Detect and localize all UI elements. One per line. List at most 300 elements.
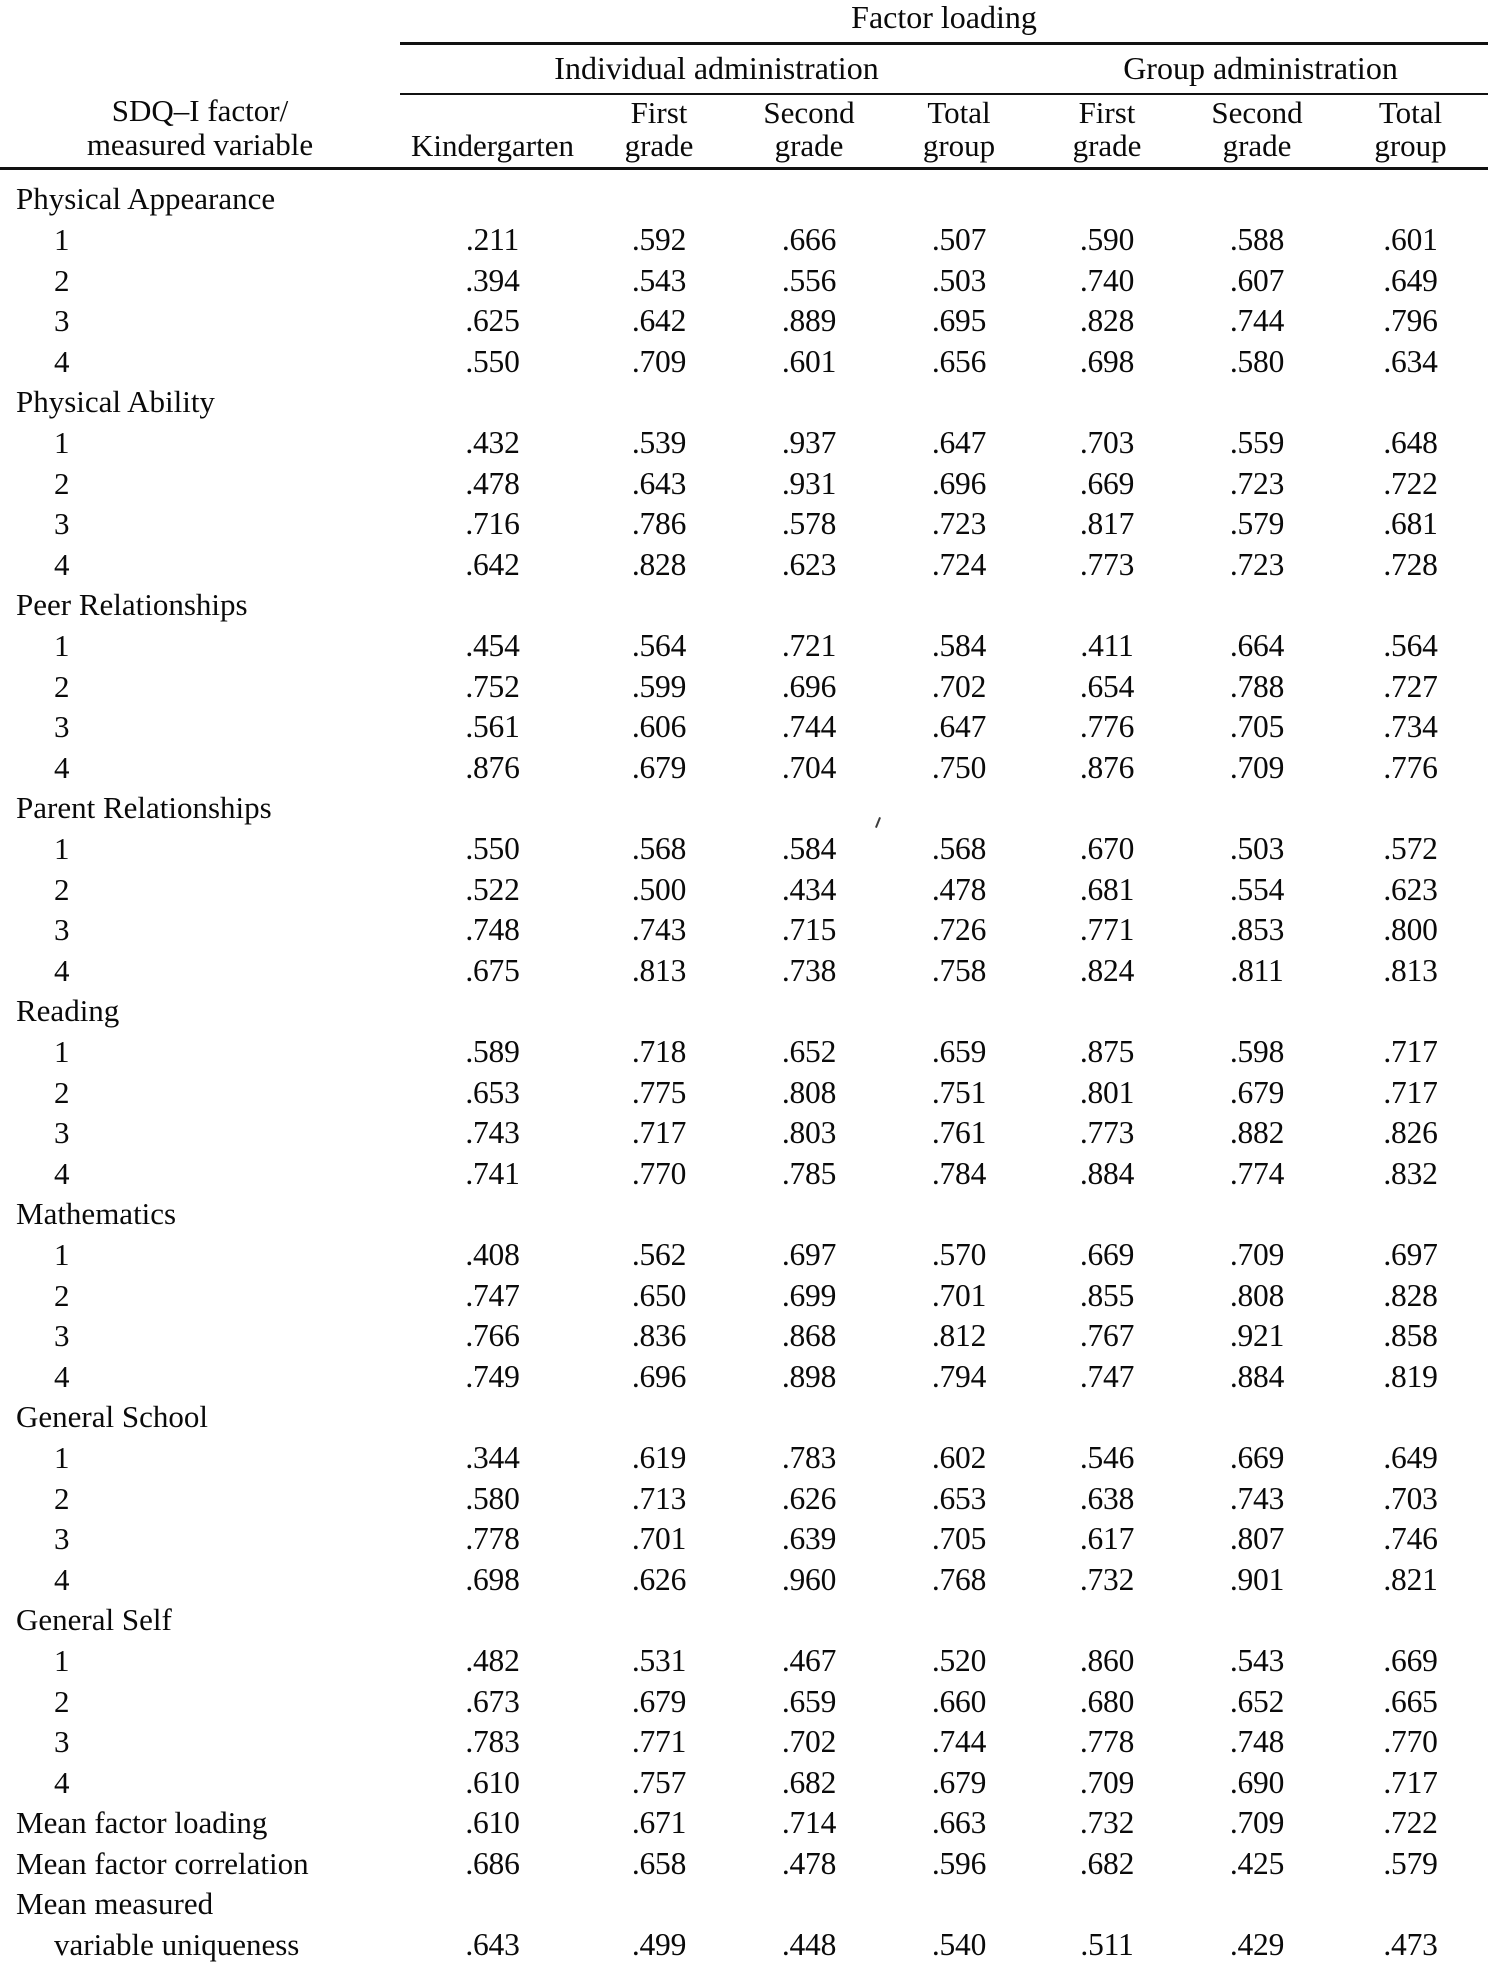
cell-value: .709 <box>1229 1805 1285 1841</box>
cell-value: .550 <box>465 831 520 867</box>
cell-empty <box>400 1198 585 1239</box>
cell-empty <box>1181 386 1333 427</box>
cell-empty <box>733 1401 885 1442</box>
table-row <box>0 1483 1488 1524</box>
cell-value: .467 <box>781 1643 837 1679</box>
cell-value: .703 <box>1383 1480 1438 1516</box>
cell-empty <box>585 1604 733 1645</box>
cell-value: .717 <box>1383 1764 1438 1800</box>
summary-row <box>0 1848 1488 1889</box>
cell-value: .648 <box>1383 425 1438 461</box>
cell-value: .503 <box>931 262 987 298</box>
cell-value: .478 <box>781 1845 837 1881</box>
cell-value: .813 <box>1383 952 1438 988</box>
cell-empty <box>1333 995 1488 1036</box>
cell-value: .921 <box>1229 1318 1285 1354</box>
cell-value: .686 <box>465 1845 520 1881</box>
cell-value: .776 <box>1079 709 1135 745</box>
cell-value: .713 <box>631 1480 687 1516</box>
cell-empty <box>885 589 1033 630</box>
cell-value: .778 <box>465 1521 520 1557</box>
cell-value: .592 <box>631 222 687 258</box>
measured-variable-label: 1 <box>54 628 70 664</box>
col-header-group-second-grade-line2: grade <box>1222 128 1292 164</box>
summary-row-continuation <box>0 1929 1488 1969</box>
cell-empty <box>885 1198 1033 1239</box>
cell-empty <box>1033 1198 1181 1239</box>
cell-value: .803 <box>781 1115 837 1151</box>
cell-value: .578 <box>781 506 837 542</box>
cell-empty <box>1181 995 1333 1036</box>
cell-empty <box>885 169 1033 225</box>
cell-value: .654 <box>1079 668 1135 704</box>
cell-value: .499 <box>631 1926 687 1962</box>
column-header-row <box>0 94 1488 169</box>
cell-value: .853 <box>1229 912 1285 948</box>
cell-value: .783 <box>781 1440 837 1476</box>
cell-value: .623 <box>781 546 837 582</box>
cell-value: .572 <box>1383 831 1438 867</box>
cell-empty <box>585 1401 733 1442</box>
col-header-group-total-group-line2: group <box>1374 128 1447 164</box>
cell-value: .732 <box>1079 1805 1135 1841</box>
cell-empty <box>1333 1888 1488 1929</box>
cell-value: .650 <box>631 1277 687 1313</box>
cell-value: .766 <box>465 1318 520 1354</box>
cell-value: .550 <box>465 343 520 379</box>
cell-value: .639 <box>781 1521 837 1557</box>
cell-value: .819 <box>1383 1358 1438 1394</box>
cell-value: .643 <box>631 465 687 501</box>
col-header-individual-second-grade <box>733 94 885 169</box>
cell-value: .703 <box>1079 425 1135 461</box>
cell-value: .757 <box>631 1764 687 1800</box>
table-row <box>0 1077 1488 1118</box>
cell-value: .408 <box>465 1237 520 1273</box>
cell-value: .884 <box>1229 1358 1285 1394</box>
measured-variable-label: 1 <box>54 1643 70 1679</box>
cell-value: .716 <box>465 506 520 542</box>
cell-value: .642 <box>465 546 520 582</box>
cell-value: .546 <box>1079 1440 1135 1476</box>
cell-value: .669 <box>1079 1237 1135 1273</box>
cell-empty <box>585 386 733 427</box>
cell-value: .858 <box>1383 1318 1438 1354</box>
cell-value: .702 <box>931 668 987 704</box>
measured-variable-label: 4 <box>54 952 70 988</box>
col-header-group-first-grade-line2: grade <box>1072 128 1142 164</box>
summary-row <box>0 1888 1488 1929</box>
cell-value: .732 <box>1079 1561 1135 1597</box>
table-row <box>0 305 1488 346</box>
measured-variable-label: 2 <box>54 1277 70 1313</box>
cell-value: .778 <box>1079 1724 1135 1760</box>
cell-value: .748 <box>1229 1724 1285 1760</box>
cell-value: .722 <box>1383 465 1438 501</box>
cell-value: .722 <box>1383 1805 1438 1841</box>
table-row <box>0 346 1488 387</box>
cell-value: .670 <box>1079 831 1135 867</box>
cell-value: .717 <box>1383 1074 1438 1110</box>
cell-empty <box>585 792 733 833</box>
cell-value: .679 <box>631 749 687 785</box>
cell-value: .696 <box>931 465 987 501</box>
group-spacer <box>0 43 400 94</box>
cell-value: .868 <box>781 1318 837 1354</box>
cell-value: .448 <box>781 1926 837 1962</box>
cell-value: .746 <box>1383 1521 1438 1557</box>
cell-empty <box>1333 589 1488 630</box>
table-body <box>0 169 1488 1969</box>
measured-variable-label: 4 <box>54 343 70 379</box>
table-row <box>0 468 1488 509</box>
group-group-administration: Group administration <box>1033 43 1488 94</box>
cell-empty <box>733 995 885 1036</box>
cell-empty <box>400 1888 585 1929</box>
cell-value: .432 <box>465 425 520 461</box>
factor-heading-row <box>0 792 1488 833</box>
summary-row-label: Mean factor correlation <box>16 1845 309 1881</box>
table-row <box>0 1686 1488 1727</box>
cell-value: .812 <box>931 1318 987 1354</box>
cell-value: .394 <box>465 262 520 298</box>
cell-value: .610 <box>465 1805 520 1841</box>
cell-value: .665 <box>1383 1683 1438 1719</box>
measured-variable-label: 3 <box>54 506 70 542</box>
factor-heading-label: Physical Appearance <box>16 181 276 217</box>
cell-value: .699 <box>781 1277 837 1313</box>
cell-value: .652 <box>1229 1683 1285 1719</box>
measured-variable-label: 1 <box>54 1237 70 1273</box>
cell-value: .556 <box>781 262 837 298</box>
cell-value: .758 <box>931 952 987 988</box>
measured-variable-label: 2 <box>54 1074 70 1110</box>
cell-empty <box>585 169 733 225</box>
measured-variable-label: 2 <box>54 465 70 501</box>
cell-value: .726 <box>931 912 987 948</box>
measured-variable-label: 1 <box>54 222 70 258</box>
cell-value: .960 <box>781 1561 837 1597</box>
cell-value: .774 <box>1229 1155 1285 1191</box>
cell-value: .744 <box>931 1724 987 1760</box>
col-header-group-second-grade <box>1181 94 1333 169</box>
cell-value: .579 <box>1229 506 1285 542</box>
cell-value: .520 <box>931 1643 987 1679</box>
cell-value: .564 <box>631 628 687 664</box>
cell-value: .749 <box>465 1358 520 1394</box>
cell-value: .568 <box>631 831 687 867</box>
cell-value: .682 <box>781 1764 837 1800</box>
cell-value: .554 <box>1229 871 1285 907</box>
stub-header <box>0 94 400 169</box>
cell-value: .796 <box>1383 303 1438 339</box>
cell-empty <box>1333 1198 1488 1239</box>
table-row <box>0 1645 1488 1686</box>
cell-value: .211 <box>465 222 520 258</box>
cell-value: .752 <box>465 668 520 704</box>
cell-value: .679 <box>1229 1074 1285 1110</box>
cell-value: .679 <box>631 1683 687 1719</box>
cell-value: .653 <box>465 1074 520 1110</box>
cell-value: .709 <box>1229 749 1285 785</box>
factor-heading-label: Peer Relationships <box>16 587 248 623</box>
stub-header-line2: measured variable <box>86 127 314 163</box>
table-row <box>0 874 1488 915</box>
measured-variable-label: 4 <box>54 1561 70 1597</box>
cell-value: .709 <box>1079 1764 1135 1800</box>
col-header-group-first-grade <box>1033 94 1181 169</box>
summary-row-label-continuation: variable uniqueness <box>54 1926 300 1962</box>
cell-value: .702 <box>781 1724 837 1760</box>
cell-value: .744 <box>781 709 837 745</box>
cell-empty <box>400 169 585 225</box>
summary-row-label: Mean factor loading <box>16 1805 268 1841</box>
cell-value: .660 <box>931 1683 987 1719</box>
cell-value: .773 <box>1079 546 1135 582</box>
cell-empty <box>1033 995 1181 1036</box>
cell-value: .511 <box>1080 1926 1134 1962</box>
cell-value: .680 <box>1079 1683 1135 1719</box>
cell-value: .580 <box>465 1480 520 1516</box>
cell-value: .770 <box>631 1155 687 1191</box>
cell-value: .783 <box>465 1724 520 1760</box>
cell-empty <box>1181 1604 1333 1645</box>
cell-empty <box>585 995 733 1036</box>
cell-value: .619 <box>631 1440 687 1476</box>
cell-value: .610 <box>465 1764 520 1800</box>
col-header-individual-total-group <box>885 94 1033 169</box>
cell-value: .411 <box>1080 628 1134 664</box>
summary-row <box>0 1807 1488 1848</box>
measured-variable-label: 4 <box>54 1764 70 1800</box>
cell-value: .543 <box>1229 1643 1285 1679</box>
cell-empty <box>885 792 1033 833</box>
table-row <box>0 1158 1488 1199</box>
cell-value: .743 <box>465 1115 520 1151</box>
summary-row-label: Mean measured <box>16 1886 214 1922</box>
cell-value: .675 <box>465 952 520 988</box>
cell-value: .695 <box>931 303 987 339</box>
cell-value: .771 <box>1079 912 1135 948</box>
cell-value: .559 <box>1229 425 1285 461</box>
cell-value: .653 <box>931 1480 987 1516</box>
cell-value: .564 <box>1383 628 1438 664</box>
cell-value: .882 <box>1229 1115 1285 1151</box>
table-row <box>0 1564 1488 1605</box>
cell-value: .704 <box>781 749 837 785</box>
cell-empty <box>400 995 585 1036</box>
cell-value: .626 <box>631 1561 687 1597</box>
cell-value: .761 <box>931 1115 987 1151</box>
cell-value: .656 <box>931 343 987 379</box>
cell-empty <box>733 169 885 225</box>
measured-variable-label: 3 <box>54 303 70 339</box>
spanner-factor-loading: Factor loading <box>400 0 1488 43</box>
cell-value: .824 <box>1079 952 1135 988</box>
measured-variable-label: 4 <box>54 1155 70 1191</box>
measured-variable-label: 3 <box>54 1724 70 1760</box>
cell-value: .659 <box>781 1683 837 1719</box>
cell-value: .884 <box>1079 1155 1135 1191</box>
cell-value: .751 <box>931 1074 987 1110</box>
cell-value: .773 <box>1079 1115 1135 1151</box>
table-row <box>0 671 1488 712</box>
factor-heading-label: General Self <box>16 1602 172 1638</box>
cell-value: .715 <box>781 912 837 948</box>
cell-value: .599 <box>631 668 687 704</box>
cell-empty <box>1033 169 1181 225</box>
cell-value: .690 <box>1229 1764 1285 1800</box>
measured-variable-label: 1 <box>54 425 70 461</box>
cell-empty <box>400 1401 585 1442</box>
cell-value: .588 <box>1229 222 1285 258</box>
cell-empty <box>1033 1888 1181 1929</box>
cell-value: .649 <box>1383 1440 1438 1476</box>
cell-empty <box>885 995 1033 1036</box>
factor-heading-label: Parent Relationships <box>16 790 272 826</box>
measured-variable-label: 3 <box>54 709 70 745</box>
cell-empty <box>1333 1604 1488 1645</box>
cell-value: .562 <box>631 1237 687 1273</box>
factor-heading-label: General School <box>16 1399 208 1435</box>
cell-value: .679 <box>931 1764 987 1800</box>
cell-value: .626 <box>781 1480 837 1516</box>
cell-value: .607 <box>1229 262 1285 298</box>
cell-value: .697 <box>781 1237 837 1273</box>
cell-value: .698 <box>1079 343 1135 379</box>
cell-value: .937 <box>781 425 837 461</box>
table-row <box>0 914 1488 955</box>
col-header-group-first-grade-line1: First <box>1078 94 1136 130</box>
table-row <box>0 1726 1488 1767</box>
cell-value: .876 <box>1079 749 1135 785</box>
cell-value: .709 <box>631 343 687 379</box>
factor-heading-row <box>0 169 1488 225</box>
cell-value: .701 <box>931 1277 987 1313</box>
cell-empty <box>1033 589 1181 630</box>
cell-value: .741 <box>465 1155 520 1191</box>
cell-value: .744 <box>1229 303 1285 339</box>
cell-value: .717 <box>631 1115 687 1151</box>
cell-empty <box>733 1888 885 1929</box>
cell-value: .832 <box>1383 1155 1438 1191</box>
cell-value: .647 <box>931 709 987 745</box>
cell-value: .750 <box>931 749 987 785</box>
cell-value: .800 <box>1383 912 1438 948</box>
table-row <box>0 265 1488 306</box>
cell-value: .826 <box>1383 1115 1438 1151</box>
factor-heading-row <box>0 386 1488 427</box>
measured-variable-label: 2 <box>54 871 70 907</box>
cell-value: .434 <box>781 871 837 907</box>
cell-value: .425 <box>1229 1845 1285 1881</box>
cell-value: .673 <box>465 1683 520 1719</box>
cell-empty <box>1333 386 1488 427</box>
cell-empty <box>1033 1401 1181 1442</box>
cell-value: .659 <box>931 1034 987 1070</box>
table-row <box>0 1442 1488 1483</box>
cell-empty <box>733 386 885 427</box>
cell-empty <box>400 1604 585 1645</box>
cell-empty <box>885 386 1033 427</box>
measured-variable-label: 3 <box>54 1521 70 1557</box>
cell-empty <box>400 589 585 630</box>
cell-value: .801 <box>1079 1074 1135 1110</box>
factor-heading-row <box>0 1604 1488 1645</box>
factor-heading-label: Reading <box>16 993 120 1029</box>
cell-empty <box>1333 169 1488 225</box>
factor-heading-label: Mathematics <box>16 1196 177 1232</box>
cell-value: .768 <box>931 1561 987 1597</box>
factor-heading-label: Physical Ability <box>16 384 215 420</box>
col-header-individual-first-grade-line2: grade <box>624 128 694 164</box>
table-row <box>0 1767 1488 1808</box>
cell-value: .500 <box>631 871 687 907</box>
cell-value: .570 <box>931 1237 987 1273</box>
cell-value: .602 <box>931 1440 987 1476</box>
cell-value: .478 <box>465 465 520 501</box>
cell-value: .642 <box>631 303 687 339</box>
cell-value: .747 <box>1079 1358 1135 1394</box>
table-row <box>0 427 1488 468</box>
cell-empty <box>1033 792 1181 833</box>
cell-value: .682 <box>1079 1845 1135 1881</box>
group-individual-administration: Individual administration <box>400 43 1033 94</box>
cell-value: .681 <box>1079 871 1135 907</box>
cell-value: .767 <box>1079 1318 1135 1354</box>
table-row <box>0 508 1488 549</box>
cell-value: .658 <box>631 1845 687 1881</box>
table-row <box>0 630 1488 671</box>
cell-value: .807 <box>1229 1521 1285 1557</box>
cell-value: .617 <box>1079 1521 1135 1557</box>
cell-empty <box>1181 169 1333 225</box>
table-row <box>0 1523 1488 1564</box>
table-row <box>0 1036 1488 1077</box>
cell-value: .663 <box>931 1805 987 1841</box>
cell-empty <box>1181 792 1333 833</box>
table-row <box>0 1320 1488 1361</box>
cell-empty <box>1033 1604 1181 1645</box>
stub-header-line1: SDQ–I factor/ <box>111 93 289 129</box>
cell-value: .522 <box>465 871 520 907</box>
col-header-individual-first-grade <box>585 94 733 169</box>
table-head <box>0 0 1488 169</box>
cell-value: .786 <box>631 506 687 542</box>
cell-value: .771 <box>631 1724 687 1760</box>
cell-value: .770 <box>1383 1724 1438 1760</box>
cell-value: .723 <box>1229 465 1285 501</box>
cell-value: .696 <box>781 668 837 704</box>
cell-value: .821 <box>1383 1561 1438 1597</box>
cell-value: .717 <box>1383 1034 1438 1070</box>
cell-empty <box>885 1401 1033 1442</box>
cell-value: .652 <box>781 1034 837 1070</box>
cell-value: .589 <box>465 1034 520 1070</box>
cell-value: .794 <box>931 1358 987 1394</box>
cell-value: .788 <box>1229 668 1285 704</box>
cell-value: .601 <box>781 343 837 379</box>
cell-value: .721 <box>781 628 837 664</box>
cell-value: .598 <box>1229 1034 1285 1070</box>
measured-variable-label: 2 <box>54 668 70 704</box>
cell-empty <box>585 1888 733 1929</box>
cell-value: .698 <box>465 1561 520 1597</box>
table-row <box>0 1280 1488 1321</box>
cell-value: .503 <box>1229 831 1285 867</box>
cell-value: .507 <box>931 222 987 258</box>
cell-empty <box>1033 386 1181 427</box>
